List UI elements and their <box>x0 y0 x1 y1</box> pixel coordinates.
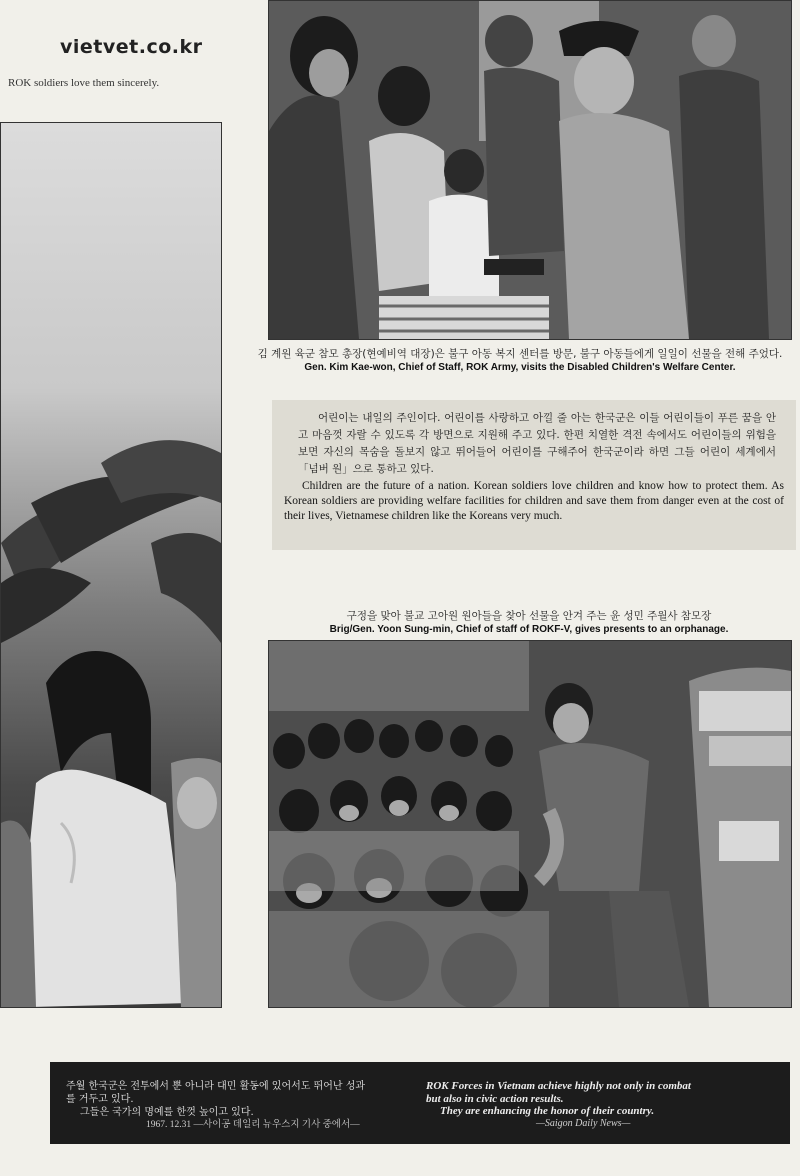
banner-date-source: 1967. 12.31 —사이공 데일리 뉴우스지 기사 중에서— <box>146 1120 360 1130</box>
photo-top-caption-korean: 김 계원 육군 참모 총장(현예비역 대장)은 불구 아동 복지 센터를 방문, 불구 아동들에게 일일이 선물을 전해 주었다. <box>257 348 783 360</box>
article-text-english: Children are the future of a nation. Korean soldiers love children and know how to protect them. As Korean soldiers are providing welfare facilities for children and save them from danger even at the cost of their lives, Vietnamese children like the Koreans very much. <box>284 480 784 522</box>
site-watermark: vietvet.co.kr <box>60 36 203 58</box>
photo-orphanage-presents <box>268 640 792 1008</box>
closing-quote-banner <box>50 1062 790 1144</box>
photo-bottom-illustration <box>269 641 791 1007</box>
photo-top-caption-english: Gen. Kim Kae-won, Chief of Staff, ROK Army, visits the Disabled Children's Welfare Center. <box>304 362 736 373</box>
photo-top-illustration <box>269 1 791 339</box>
photo-bottom-caption-korean: 구정을 맞아 불교 고아원 원아들을 찾아 선물을 안겨 주는 윤 성민 주월사 참모장 <box>346 610 712 622</box>
banner-ko-line: 를 거두고 있다. <box>66 1094 134 1105</box>
banner-en-line: but also in civic action results. <box>426 1092 564 1105</box>
banner-ko-line: 그들은 국가의 명예를 한껏 높이고 있다. <box>80 1107 254 1118</box>
banner-ko-line: 주월 한국군은 전투에서 뿐 아니라 대민 활동에 있어서도 뛰어난 성과 <box>66 1081 366 1092</box>
photo-girl-with-soldiers <box>0 122 222 1008</box>
article-text-box <box>272 400 796 550</box>
banner-english-text <box>426 1080 776 1130</box>
banner-en-line: They are enhancing the honor of their country. <box>440 1105 655 1117</box>
banner-en-line: ROK Forces in Vietnam achieve highly not only in combat <box>426 1080 691 1092</box>
photo-left-illustration <box>1 123 221 1007</box>
photo-general-kim-visit <box>268 0 792 340</box>
banner-korean-text <box>66 1080 426 1132</box>
banner-source: —Saigon Daily News— <box>536 1117 631 1129</box>
intro-caption: ROK soldiers love them sincerely. <box>8 77 160 89</box>
article-text-korean: 어린이는 내일의 주인이다. 어린이를 사랑하고 아낄 줄 아는 한국군은 이들 어린이들이 푸른 꿈을 안고 마음껏 자랄 수 있도록 각 방면으로 지원해 주고 있다. 한편 치열한 격전 속에서도 어린이들의 위험을 보면 자신의 목숨을 돌보지 않고 뛰어들어 어린이를 구해주어 한국군이라 하면 그들 어린이 세계에서 「넘버 원」으로 통하고 있다. <box>298 412 776 475</box>
photo-bottom-caption-english: Brig/Gen. Yoon Sung-min, Chief of staff of ROKF-V, gives presents to an orphanage. <box>329 624 729 635</box>
